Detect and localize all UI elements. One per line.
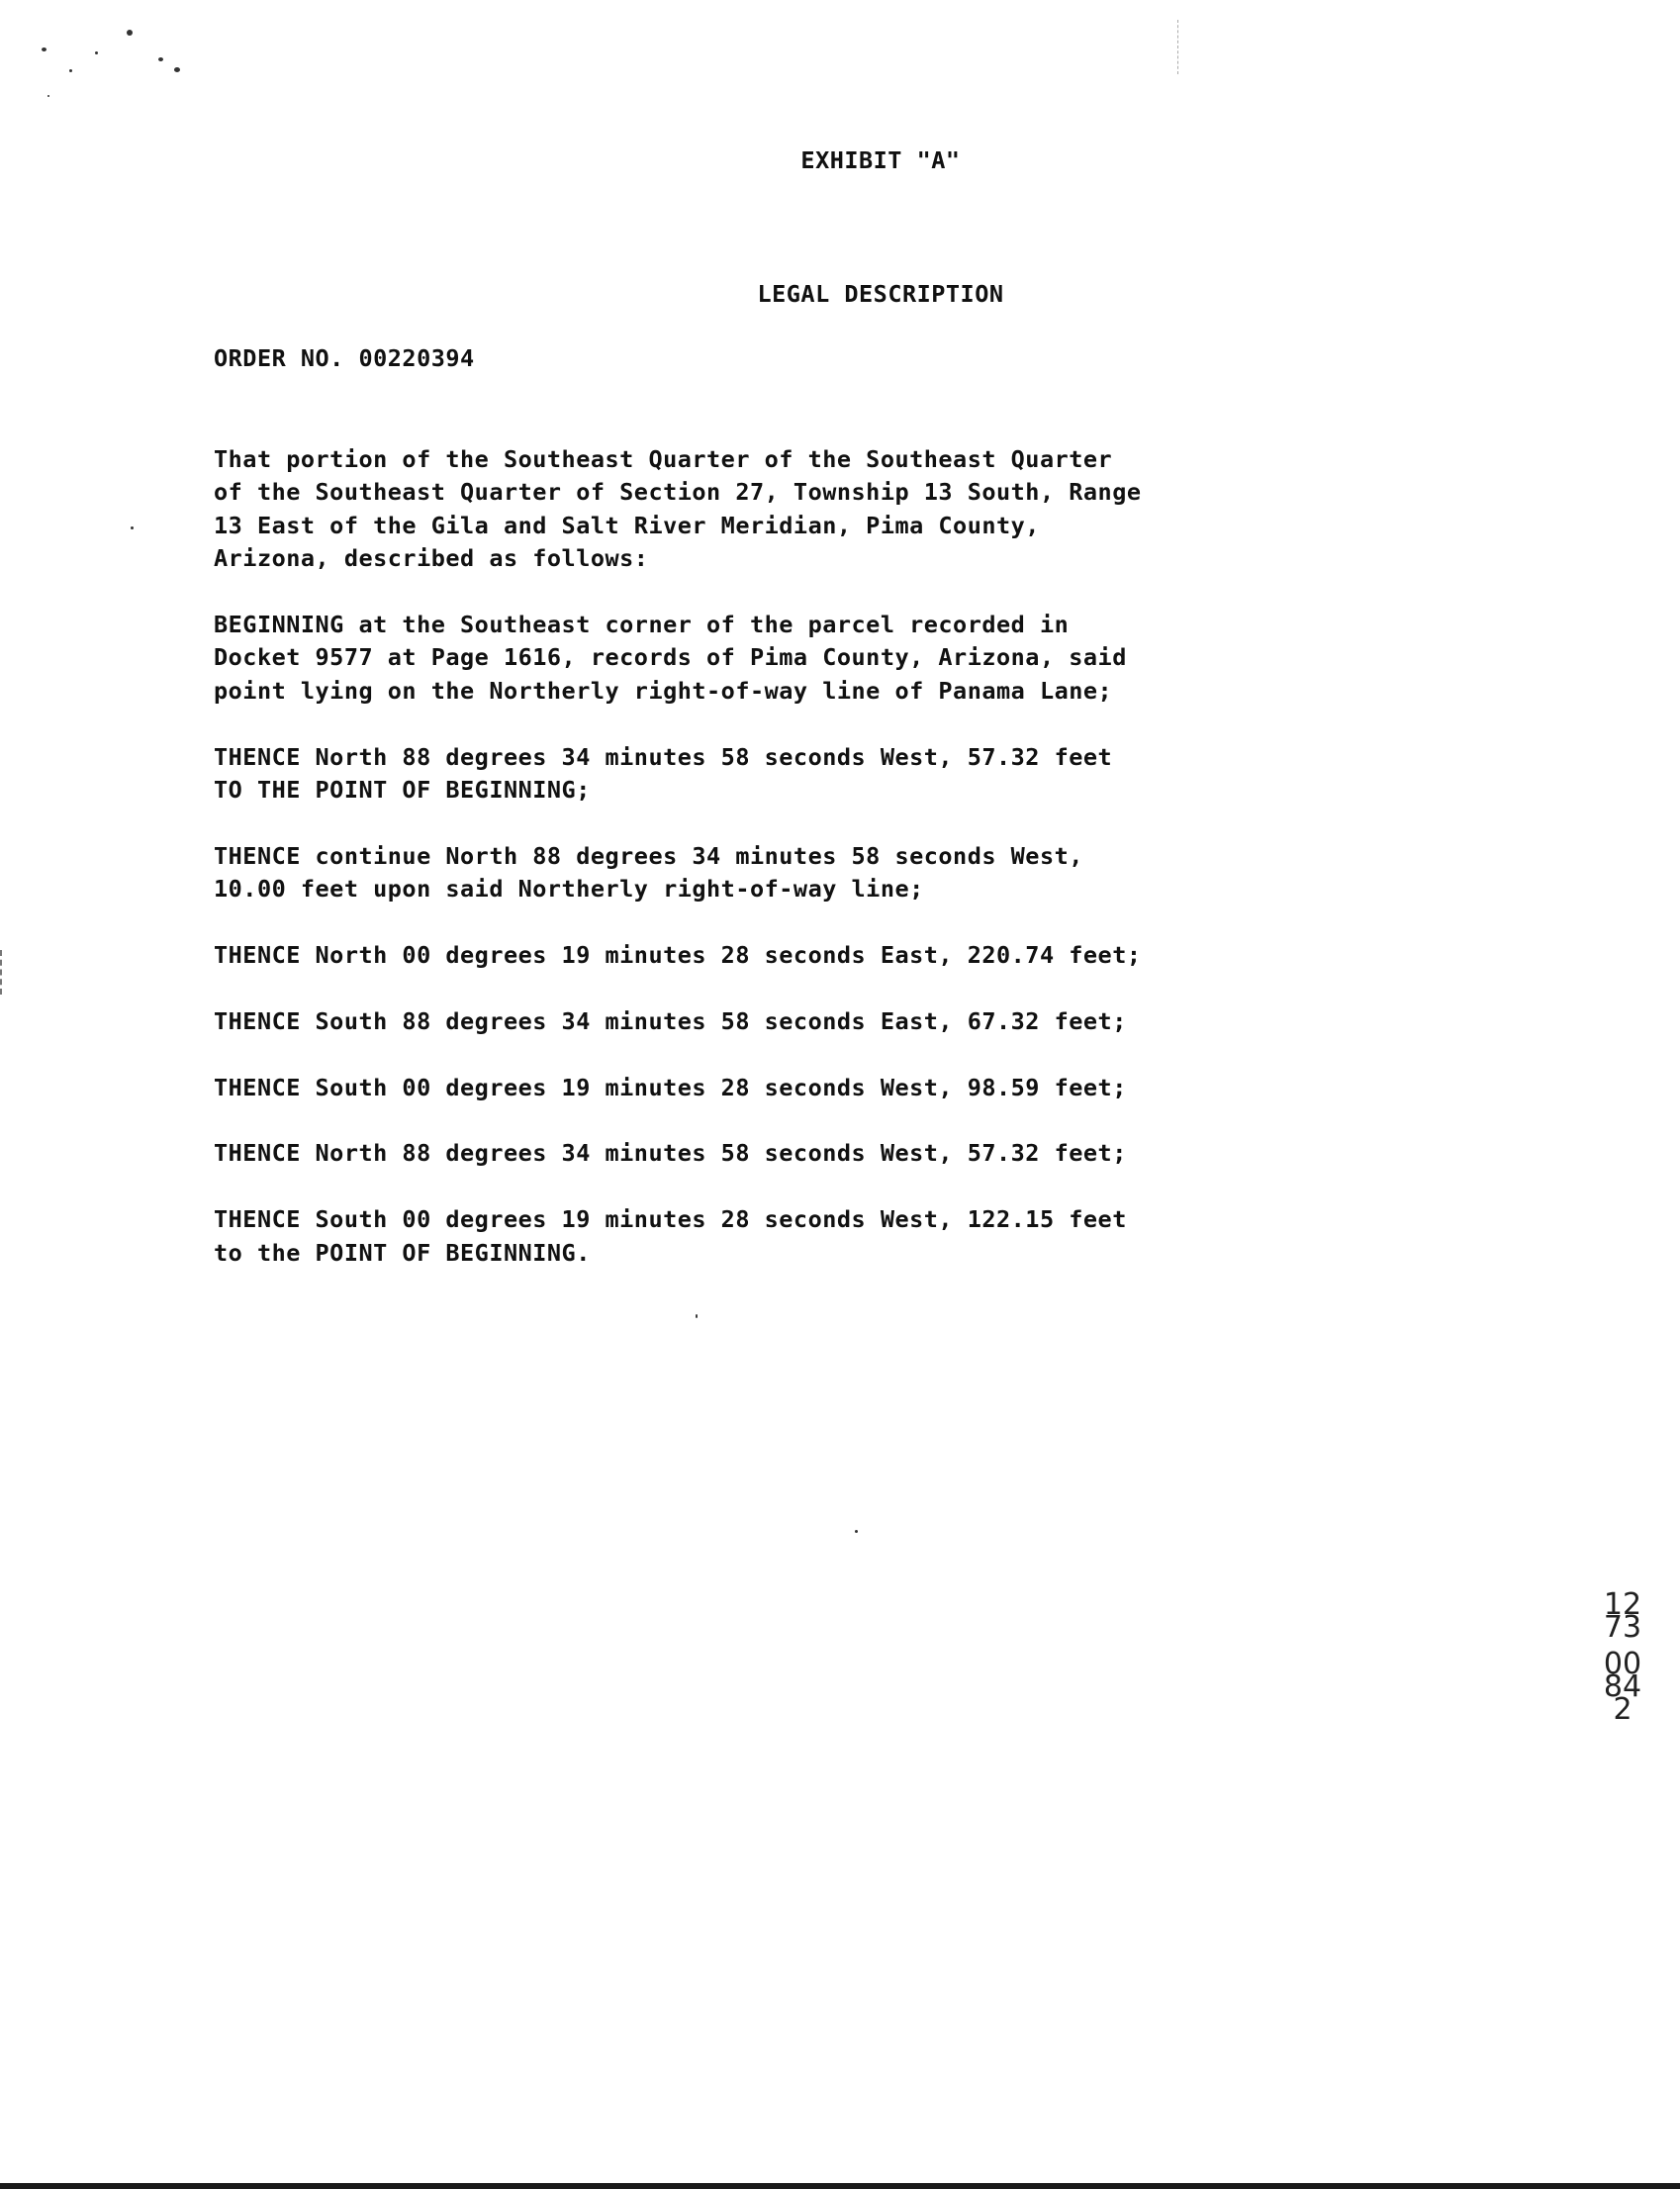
paragraph-course-1: THENCE North 88 degrees 34 minutes 58 seconds West, 57.32 feet TO THE POINT OF BEGINNING; xyxy=(214,742,1113,805)
paragraph-course-2: THENCE continue North 88 degrees 34 minutes 58 seconds West, 10.00 feet upon said Northerly right-of-way line; xyxy=(214,841,1083,904)
scan-speck xyxy=(127,30,133,36)
scan-bottom-edge xyxy=(0,2183,1680,2189)
scan-speck xyxy=(42,48,47,51)
scan-speck xyxy=(69,69,72,72)
scan-speck xyxy=(47,95,49,97)
stamp-number-b: 00842 xyxy=(1603,1647,1642,1727)
paragraph-parcel-intro: That portion of the Southeast Quarter of the Southeast Quarter of the Southeast Quarter of Section 27, Township 13 South, Range 13 East of the Gila and Salt River Meridian, Pima County, Arizona, described as follows: xyxy=(214,445,1142,573)
scan-speck xyxy=(855,1530,858,1533)
scan-speck xyxy=(696,1314,698,1318)
scan-edge-mark xyxy=(1177,20,1180,74)
exhibit-title: EXHIBIT "A" xyxy=(800,146,961,174)
recording-stamp-number xyxy=(1603,1587,1642,1860)
legal-description-body xyxy=(214,443,1332,1302)
paragraph-beginning: BEGINNING at the Southeast corner of the parcel recorded in Docket 9577 at Page 1616, records of Pima County, Arizona, said point lying on the Northerly right-of-way line of Panama Lane; xyxy=(214,611,1127,705)
scan-speck xyxy=(95,51,98,54)
paragraph-course-6: THENCE North 88 degrees 34 minutes 58 seconds West, 57.32 feet; xyxy=(214,1139,1127,1168)
stamp-number-a: 1273 xyxy=(1603,1587,1642,1645)
order-number: ORDER NO. 00220394 xyxy=(214,344,475,372)
section-title: LEGAL DESCRIPTION xyxy=(757,280,1004,308)
scan-speck xyxy=(131,526,134,529)
paragraph-course-3: THENCE North 00 degrees 19 minutes 28 seconds East, 220.74 feet; xyxy=(214,941,1142,970)
paragraph-course-4: THENCE South 88 degrees 34 minutes 58 seconds East, 67.32 feet; xyxy=(214,1006,1127,1035)
scan-edge-mark xyxy=(0,950,5,995)
scan-speck xyxy=(158,57,163,61)
paragraph-course-7: THENCE South 00 degrees 19 minutes 28 seconds West, 122.15 feet to the POINT OF BEGINNING. xyxy=(214,1205,1127,1267)
paragraph-course-5: THENCE South 00 degrees 19 minutes 28 seconds West, 98.59 feet; xyxy=(214,1073,1127,1101)
scan-speck xyxy=(174,67,180,72)
